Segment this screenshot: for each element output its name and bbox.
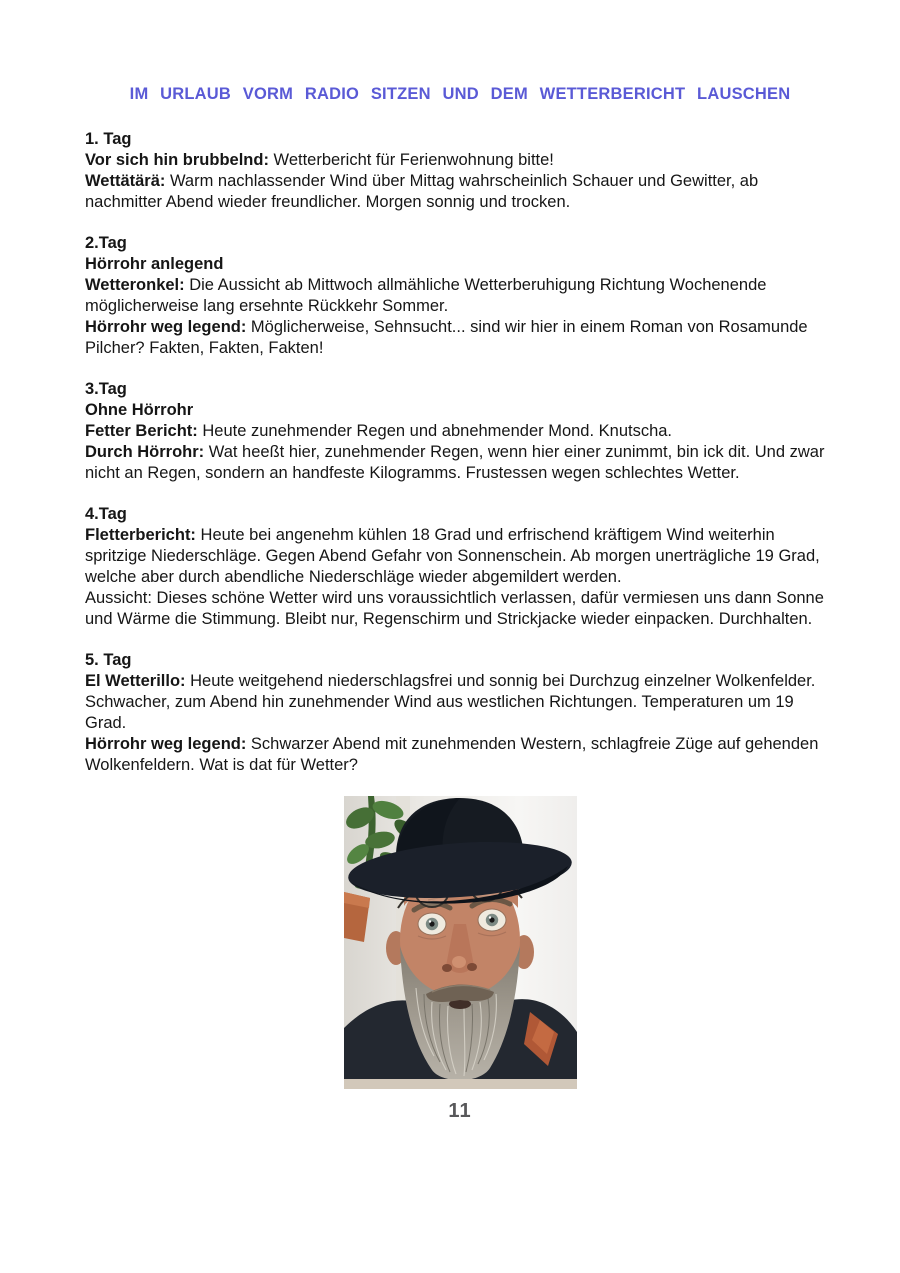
day-heading: 3.Tag [85,380,127,398]
forecast-paragraph [85,150,835,171]
day-section-4 [85,504,835,630]
speaker-label: Hörrohr weg legend: [85,735,247,753]
forecast-text: Heute weitgehend niederschlagsfrei und sonnig bei Durchzug einzelner Wolkenfelder. Schwacher, zum Abend hin zunehmender Wind aus westlichen Richtungen. Temperaturen um 19 Grad. [85,672,816,732]
portrait-photo-illustration [344,796,577,1089]
nostril [467,963,477,971]
day-section-1 [85,129,835,213]
speaker-label: Vor sich hin brubbelnd: [85,151,269,169]
page-number: 11 [448,1100,472,1122]
speaker-label: Fetter Bericht: [85,422,198,440]
portrait-photo [85,796,835,1089]
speaker-label: Wetteronkel: [85,276,185,294]
day-heading: 1. Tag [85,130,132,148]
forecast-paragraph [85,171,835,213]
day-section-2 [85,233,835,359]
forecast-paragraph [85,275,835,317]
forecast-text: Die Aussicht ab Mittwoch allmähliche Wetterberuhigung Richtung Wochenende möglicherweise lang ersehnte Rückkehr Sommer. [85,276,767,315]
day-subheading: Hörrohr anlegend [85,255,224,273]
speaker-label: Fletterbericht: [85,526,196,544]
forecast-text: Warm nachlassender Wind über Mittag wahrscheinlich Schauer und Gewitter, ab nachmitter Abend wieder freundlicher. Morgen sonnig und trocken. [85,172,759,211]
forecast-text: Heute zunehmender Regen und abnehmender Mond. Knutscha. [197,422,673,440]
forecast-paragraph [85,421,835,442]
forecast-paragraph [85,525,835,588]
forecast-text: Dieses schöne Wetter wird uns voraussichtlich verlassen, dafür vermiesen uns dann Sonne und Wärme die Stimmung. Bleibt nur, Regenschirm und Strickjacke wieder einpacken. Durchhalten. [85,589,824,628]
forecast-paragraph [85,671,835,734]
speaker-label: El Wetterillo: [85,672,186,690]
forecast-text: Heute bei angenehm kühlen 18 Grad und erfrischend kräftigem Wind weiterhin spritzige Niederschläge. Gegen Abend Gefahr von Sonnenschein. Ab morgen unerträgliche 19 Grad, welche aber durch abendliche Niederschläge wieder abgemildert werden. [85,526,820,586]
forecast-text: Wetterbericht für Ferienwohnung bitte! [268,151,554,169]
speaker-label: Aussicht: [85,589,152,607]
day-heading: 4.Tag [85,505,127,523]
day-section-5 [85,650,835,776]
day-subheading: Ohne Hörrohr [85,401,194,419]
forecast-text: Möglicherweise, Sehnsucht... sind wir hier in einem Roman von Rosamunde Pilcher? Fakten, Fakten, Fakten! [85,318,808,357]
page-title: IM URLAUB VORM RADIO SITZEN UND DEM WETTERBERICHT LAUSCHEN [129,85,791,103]
forecast-paragraph [85,734,835,776]
speaker-label: Wettätärä: [85,172,166,190]
speaker-label: Hörrohr weg legend: [85,318,247,336]
forecast-text: Wat heeßt hier, zunehmender Regen, wenn hier einer zunimmt, bin ick dit. Und zwar nicht an Regen, sondern an handfeste Kilogramms. Frustessen wegen schlechtes Wetter. [85,443,825,482]
forecast-paragraph [85,317,835,359]
speaker-label: Durch Hörrohr: [85,443,205,461]
day-section-3 [85,379,835,484]
forecast-text: Schwarzer Abend mit zunehmenden Western, schlagfreie Züge auf gehenden Wolkenfeldern. Wat is dat für Wetter? [85,735,819,774]
forecast-paragraph [85,588,835,630]
nostril [442,964,452,972]
day-heading: 5. Tag [85,651,132,669]
table-edge [344,1079,577,1089]
forecast-paragraph [85,442,835,484]
day-heading: 2.Tag [85,234,127,252]
nose-tip-highlight [452,956,466,968]
